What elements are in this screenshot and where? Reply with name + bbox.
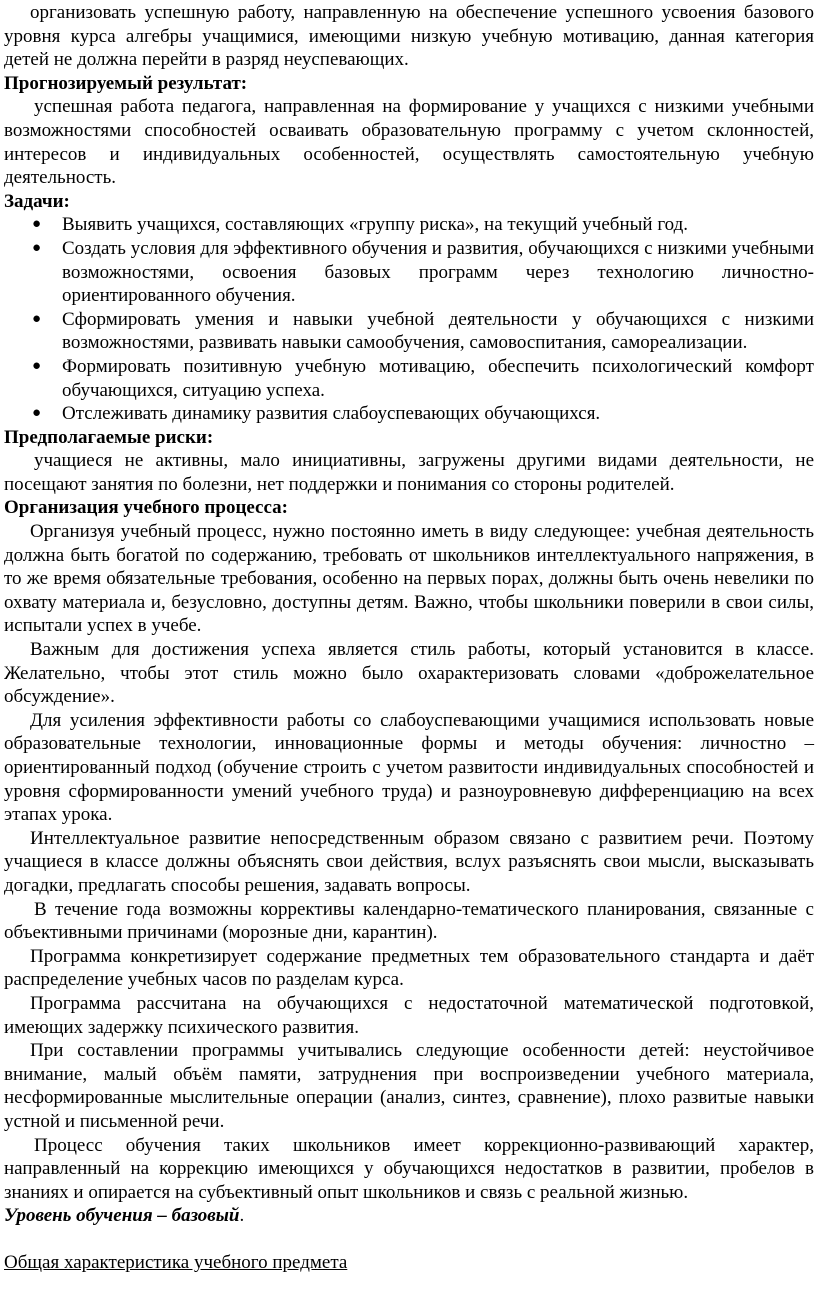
process-heading: Организация учебного процесса: <box>4 497 288 519</box>
bullet-icon: ● <box>32 310 42 327</box>
blank-line <box>4 1228 814 1252</box>
process-paragraph: Организуя учебный процесс, нужно постоянно иметь в виду следующее: учебная деятельность должна быть богатой по содержанию, требовать от школьников интеллектуального напряжения, в то же время обязательные требования, особенно на первых порах, должны быть очень невелики по охвату материала и, безусловно, доступны детям. Важно, чтобы школьники поверили в свои силы, испытали успех в учебе. <box>4 521 814 637</box>
list-item <box>32 355 814 402</box>
process-paragraph: Программа рассчитана на обучающихся с недостаточной математической подготовкой, имеющих задержку психического развития. <box>4 992 814 1038</box>
list-item <box>32 237 814 308</box>
process-paragraph: В течение года возможны коррективы календарно-тематического планирования, связанные с объективными причинами (морозные дни, карантин). <box>4 898 814 944</box>
task-text: Формировать позитивную учебную мотивацию, обеспечить психологический комфорт обучающихся, ситуацию успеха. <box>62 355 814 401</box>
education-level <box>4 1204 814 1228</box>
bullet-icon: ● <box>32 239 42 256</box>
risks-paragraph: учащиеся не активны, мало инициативны, загружены другими видами деятельности, не посещают занятия по болезни, нет поддержки и понимания со стороны родителей. <box>4 450 814 495</box>
list-item <box>32 308 814 355</box>
task-text: Выявить учащихся, составляющих «группу риска», на текущий учебный год. <box>62 214 689 236</box>
result-paragraph: успешная работа педагога, направленная на формирование у учащихся с низкими учебными возможностями способностей осваивать образовательную программу с учетом склонностей, интересов и индивидуальных особенностей, осуществлять самостоятельную учебную деятельность. <box>4 96 814 189</box>
process-paragraph: Важным для достижения успеха является стиль работы, который установится в классе. Желательно, чтобы этот стиль можно было охарактеризовать словами «доброжелательное обсуждение». <box>4 639 814 708</box>
task-text: Сформировать умения и навыки учебной деятельности у обучающихся с низкими возможностями, развивать навыки самообучения, самовоспитания, самореализации. <box>62 308 814 354</box>
task-text: Отслеживать динамику развития слабоуспевающих обучающихся. <box>62 403 601 425</box>
list-item <box>32 402 814 426</box>
process-paragraph: Процесс обучения таких школьников имеет коррекционно-развивающий характер, направленный на коррекцию имеющихся у обучающихся недостатков в развитии, пробелов в знаниях и опирается на субъективный опыт школьников и связь с реальной жизнью. <box>4 1134 814 1203</box>
section-title: Общая характеристика учебного предмета <box>4 1252 348 1274</box>
process-paragraph: Программа конкретизирует содержание предметных тем образовательного стандарта и даёт распределение учебных часов по разделам курса. <box>4 945 814 991</box>
intro-paragraph: организовать успешную работу, направленную на обеспечение успешного усвоения базового уровня курса алгебры учащимися, имеющими низкую учебную мотивацию, данная категория детей не должна перейти в разряд неуспевающих. <box>4 2 814 71</box>
process-paragraph: При составлении программы учитывались следующие особенности детей: неустойчивое внимание, малый объём памяти, затруднения при воспроизведении учебного материала, несформированные мыслительные операции (анализ, синтез, сравнение), плохо развитые навыки устной и письменной речи. <box>4 1040 814 1132</box>
bullet-icon: ● <box>32 216 42 233</box>
risks-heading: Предполагаемые риски: <box>4 426 214 448</box>
education-level-dot: . <box>239 1205 245 1227</box>
process-paragraph: Для усиления эффективности работы со слабоуспевающими учащимися использовать новые образовательные технологии, инновационные формы и методы обучения: личностно – ориентированный подход (обучение строить с учетом развитости индивидуальных способностей и уровня сформированности умений учебного труда) и разноуровневую дифференциацию на всех этапах урока. <box>4 709 814 826</box>
bullet-icon: ● <box>32 357 42 374</box>
list-item <box>32 213 814 237</box>
education-level-label: Уровень обучения – базовый <box>4 1205 240 1227</box>
result-heading: Прогнозируемый результат: <box>4 72 248 94</box>
tasks-heading: Задачи: <box>4 190 70 212</box>
bullet-icon: ● <box>32 405 42 422</box>
process-paragraph: Интеллектуальное развитие непосредственным образом связано с развитием речи. Поэтому учащиеся в классе должны объяснять свои действия, вслух разъяснять свои мысли, высказывать догадки, предлагать способы решения, задавать вопросы. <box>4 827 814 896</box>
task-text: Создать условия для эффективного обучения и развития, обучающихся с низкими учебными возможностями, освоения базовых программ через технологию личностно-ориентированного обучения. <box>62 237 814 307</box>
tasks-list <box>4 213 814 425</box>
